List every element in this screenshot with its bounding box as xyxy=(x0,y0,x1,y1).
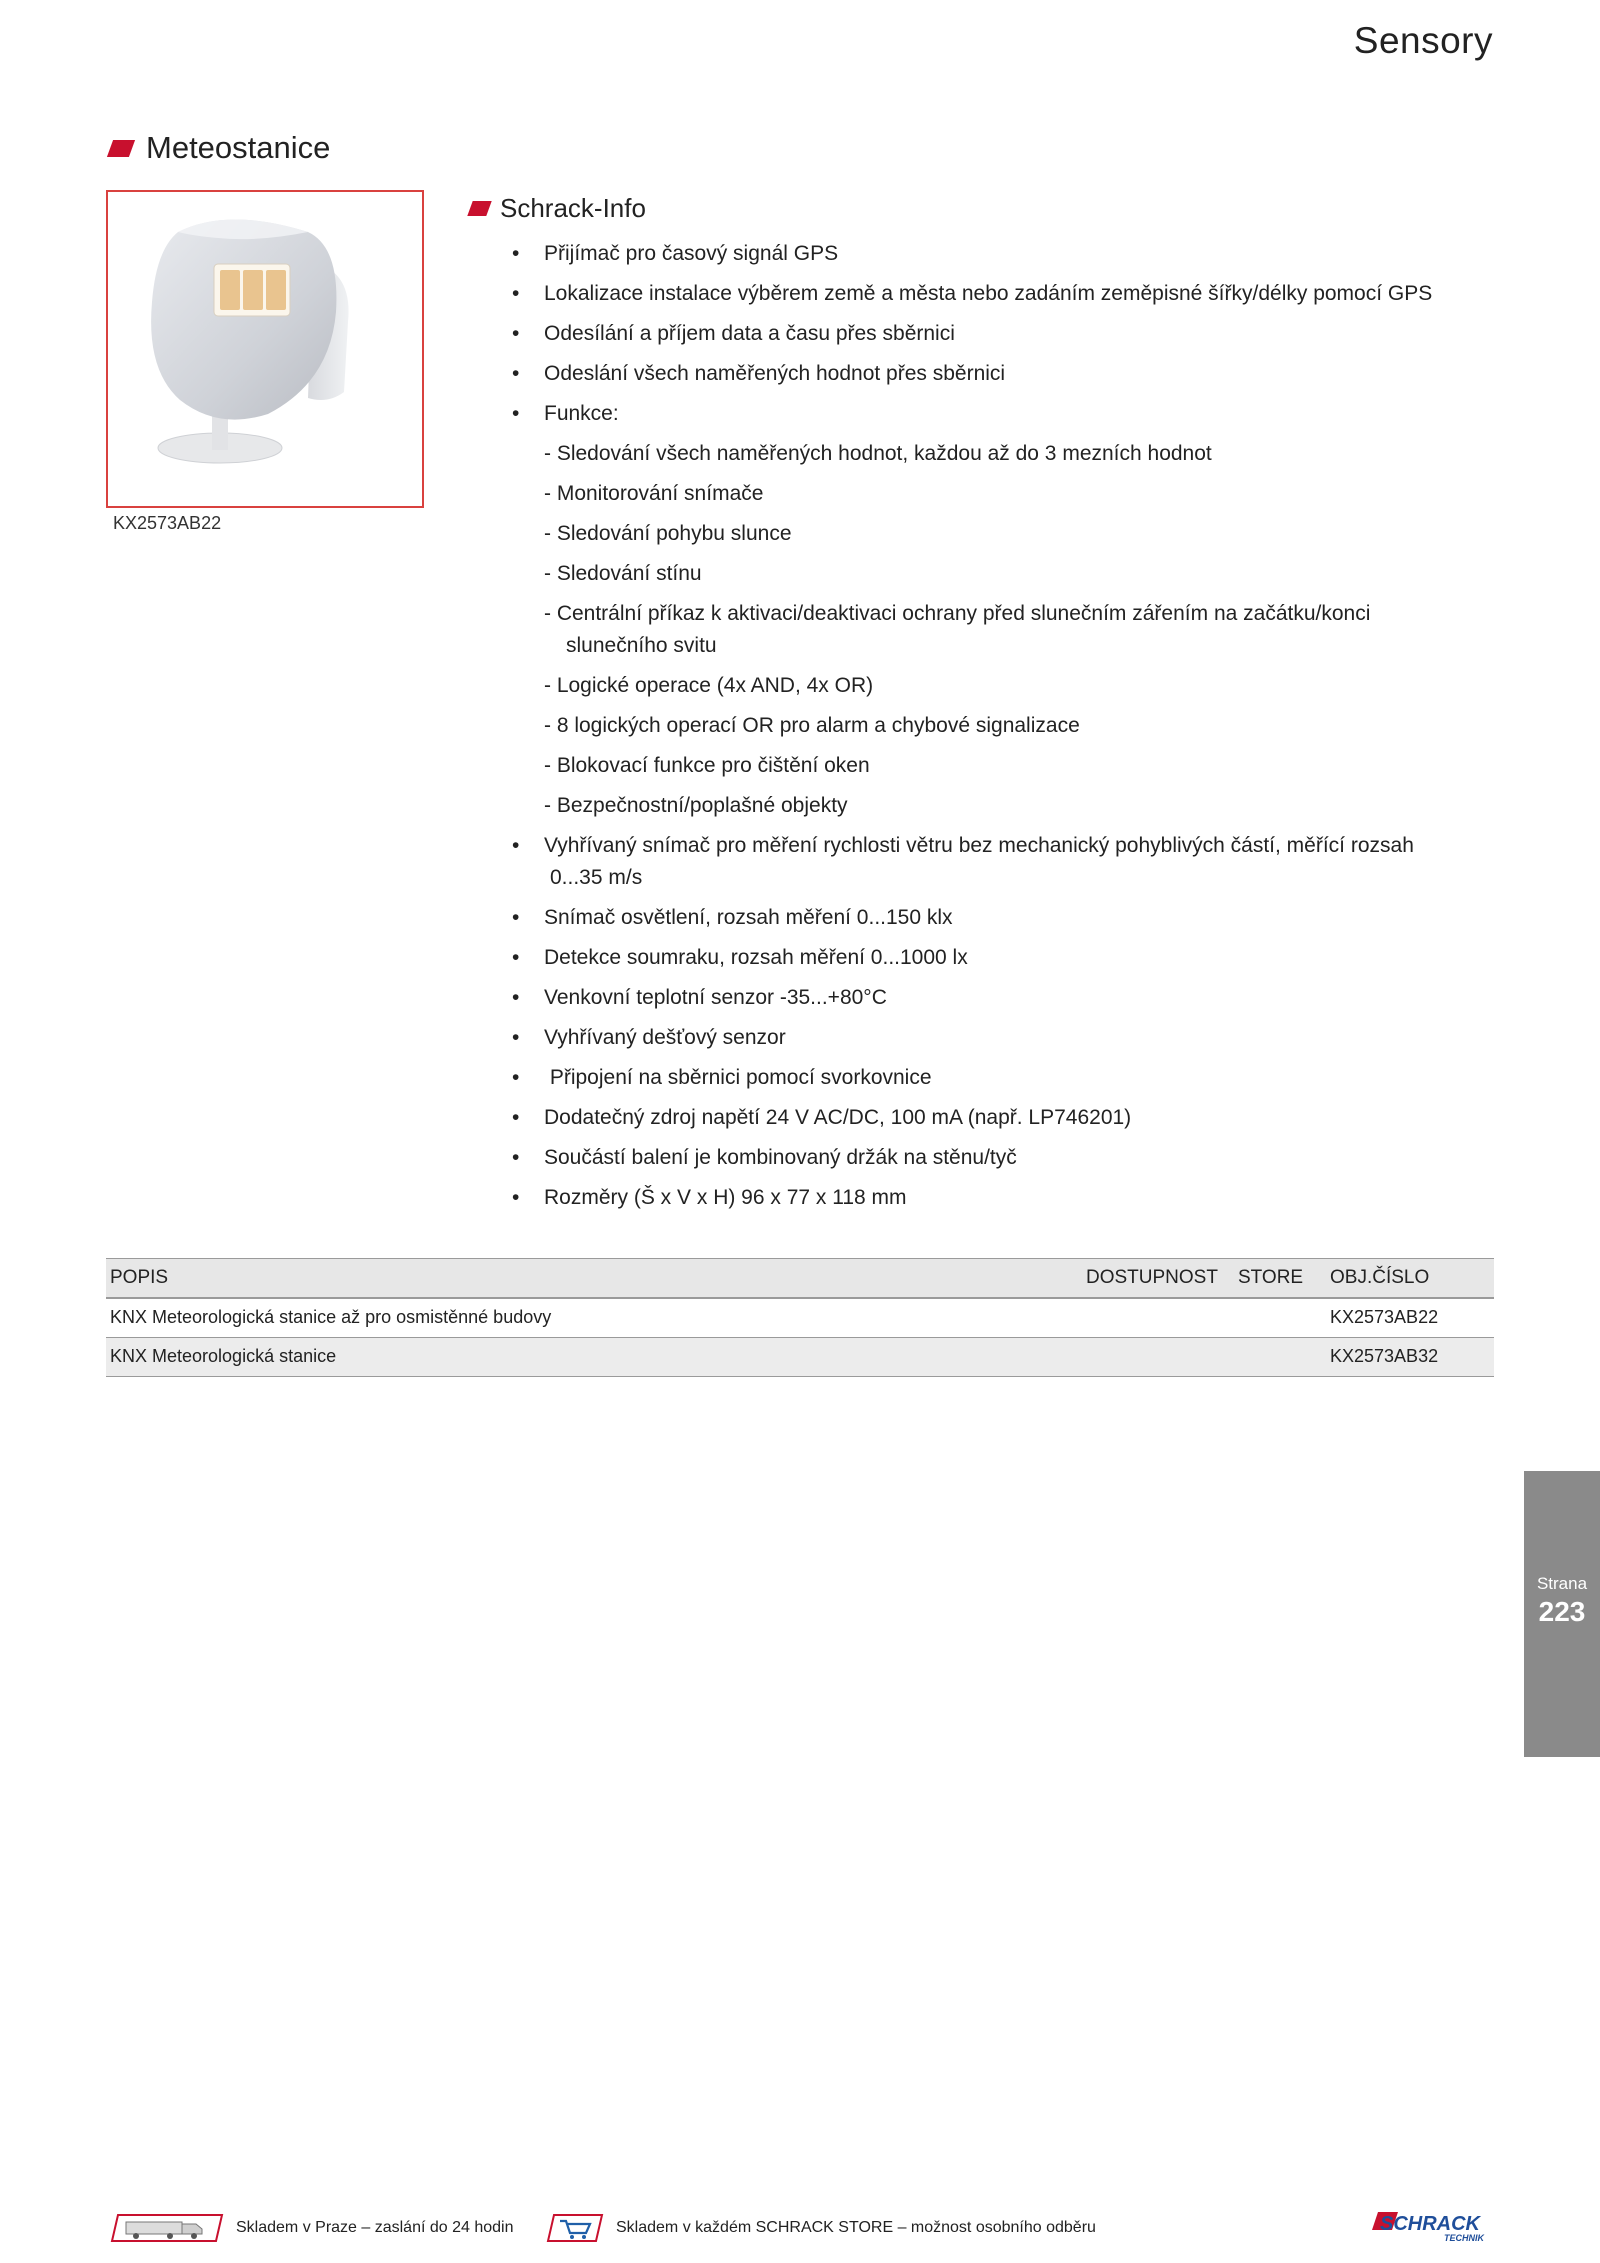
product-table xyxy=(106,1258,1494,1377)
col-obj-cislo: OBJ.ČÍSLO xyxy=(1330,1267,1430,1288)
list-item: • Lokalizace instalace výběrem země a města nebo zadáním zeměpisné šířky/délky pomocí GPS xyxy=(514,274,1474,314)
sub-list-item: - Blokovací funkce pro čištění oken xyxy=(544,754,870,777)
sub-list-item: - Sledování stínu xyxy=(544,562,702,585)
svg-text:TECHNIK: TECHNIK xyxy=(1444,2233,1484,2243)
list-item: • Přijímač pro časový signál GPS xyxy=(514,234,1474,274)
list-item: • Odesílání a příjem data a času přes sběrnici xyxy=(514,314,1474,354)
schrack-logo xyxy=(1368,2210,1508,2246)
list-item: • Dodatečný zdroj napětí 24 V AC/DC, 100 mA (např. LP746201) xyxy=(514,1098,1474,1138)
page-number: 223 xyxy=(1538,1596,1586,1627)
schrack-logo-icon xyxy=(1368,2210,1508,2246)
red-marker-icon xyxy=(107,140,135,157)
footer-prague-text: Skladem v Praze – zaslání do 24 hodin xyxy=(236,2219,514,2236)
col-dostupnost: DOSTUPNOST xyxy=(1086,1267,1218,1288)
info-heading xyxy=(470,193,646,224)
row-order-number: KX2573AB22 xyxy=(1330,1307,1439,1327)
sub-list-item: - Monitorování snímače xyxy=(544,482,764,505)
sub-list-item: - 8 logických operací OR pro alarm a chybové signalizace xyxy=(544,714,1080,737)
red-marker-icon xyxy=(467,201,491,216)
list-item: • Venkovní teplotní senzor -35...+80°C xyxy=(514,978,1474,1018)
list-item: • Snímač osvětlení, rozsah měření 0...150 klx xyxy=(514,898,1474,938)
section-heading xyxy=(110,130,330,166)
feature-list xyxy=(514,234,1474,1218)
list-item: • Rozměry (Š x V x H) 96 x 77 x 118 mm xyxy=(514,1178,1474,1218)
weather-station-image xyxy=(108,192,422,506)
page-number-tab xyxy=(1524,1471,1600,1757)
footer-store-text: Skladem v každém SCHRACK STORE – možnost osobního odběru xyxy=(616,2219,1096,2236)
row-description: KNX Meteorologická stanice až pro osmistěnné budovy xyxy=(110,1307,552,1327)
row-description: KNX Meteorologická stanice xyxy=(110,1346,337,1366)
product-image xyxy=(106,190,424,508)
footer-store xyxy=(546,2213,1096,2243)
truck-icon xyxy=(110,2213,224,2243)
list-item: • Funkce: xyxy=(514,394,1474,434)
sub-list-item: - Bezpečnostní/poplašné objekty xyxy=(544,794,848,817)
info-title: Schrack-Info xyxy=(500,193,646,223)
sub-list-item: - Centrální příkaz k aktivaci/deaktivaci ochrany před slunečním zářením na začátku/konci slunečního svitu xyxy=(544,602,1371,657)
table-row[interactable] xyxy=(106,1338,1494,1377)
list-item: • Součástí balení je kombinovaný držák na stěnu/tyč xyxy=(514,1138,1474,1178)
shopping-cart-icon xyxy=(546,2213,604,2243)
sub-list-item: - Sledování všech naměřených hodnot, každou až do 3 mezních hodnot xyxy=(544,442,1212,465)
footer-prague xyxy=(110,2213,514,2243)
svg-text:SCHRACK: SCHRACK xyxy=(1380,2213,1480,2235)
table-row[interactable] xyxy=(106,1299,1494,1338)
col-popis: POPIS xyxy=(110,1267,169,1288)
row-order-number: KX2573AB32 xyxy=(1330,1346,1439,1366)
table-header xyxy=(106,1258,1494,1299)
section-title: Meteostanice xyxy=(146,130,331,165)
sub-list-item: - Sledování pohybu slunce xyxy=(544,522,792,545)
page-title: Sensory xyxy=(1353,20,1493,61)
sub-list-item: - Logické operace (4x AND, 4x OR) xyxy=(544,674,874,697)
product-code: KX2573AB22 xyxy=(113,513,222,533)
list-item: • Připojení na sběrnici pomocí svorkovnice xyxy=(514,1058,1474,1098)
list-item: • Vyhřívaný snímač pro měření rychlosti větru bez mechanický pohyblivých částí, měřící rozsah 0...35 m/s xyxy=(514,826,1474,898)
col-store: STORE xyxy=(1238,1267,1304,1288)
list-item: • Detekce soumraku, rozsah měření 0...1000 lx xyxy=(514,938,1474,978)
page-label: Strana xyxy=(1536,1574,1588,1593)
list-item: • Vyhřívaný dešťový senzor xyxy=(514,1018,1474,1058)
list-item: • Odeslání všech naměřených hodnot přes sběrnici xyxy=(514,354,1474,394)
